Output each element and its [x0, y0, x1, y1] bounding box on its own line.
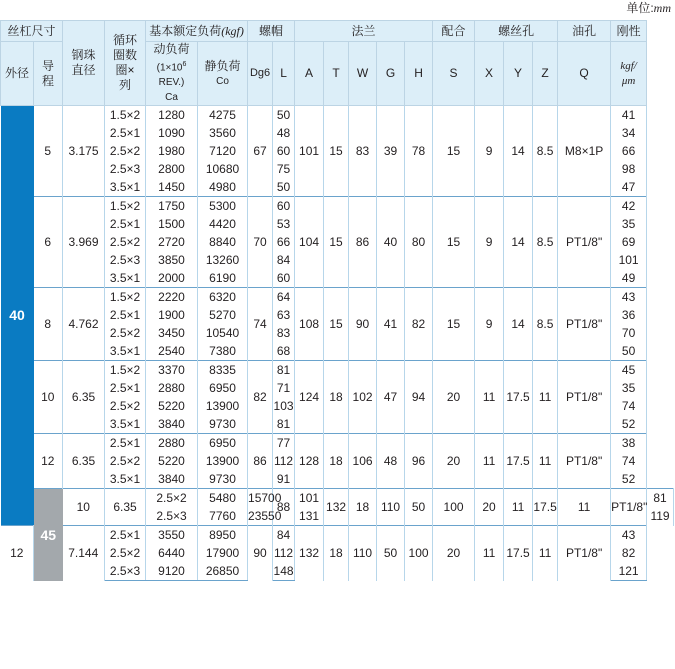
cell-X: 9	[475, 197, 504, 288]
cell-G: 39	[377, 106, 405, 197]
ball-screw-spec-table	[0, 20, 674, 581]
cell-W: 102	[349, 361, 377, 434]
cell-G: 50	[405, 489, 433, 526]
cell-circuits: 2.5×2	[105, 324, 146, 342]
cell-A: 132	[324, 489, 349, 526]
header-Y: Y	[504, 42, 533, 106]
cell-lead: 12	[1, 526, 34, 581]
cell-Q: PT1/8"	[558, 197, 611, 288]
cell-Y: 14	[504, 197, 533, 288]
cell-dynamic-load: 1900	[146, 306, 198, 324]
cell-circuits: 2.5×3	[105, 562, 146, 581]
cell-S: 15	[433, 288, 475, 361]
cell-L: 81	[273, 415, 295, 434]
cell-L: 84	[273, 251, 295, 269]
cell-A: 101	[295, 106, 324, 197]
cell-T: 18	[349, 489, 377, 526]
cell-dg6: 74	[248, 288, 273, 361]
cell-L: 71	[273, 379, 295, 397]
table-row	[1, 106, 674, 125]
cell-dynamic-load: 3840	[146, 415, 198, 434]
cell-Y: 14	[504, 288, 533, 361]
cell-T: 18	[324, 434, 349, 489]
cell-circuits: 1.5×2	[105, 106, 146, 125]
cell-ball-dia: 3.175	[63, 106, 105, 197]
cell-stiffness: 47	[611, 178, 647, 197]
cell-L: 60	[273, 197, 295, 216]
cell-A: 108	[295, 288, 324, 361]
header-oil-hole: 油孔	[558, 21, 611, 42]
cell-circuits: 2.5×1	[105, 379, 146, 397]
header-stiff-unit: kgf/ μm	[611, 42, 647, 106]
cell-stiffness: 43	[611, 288, 647, 307]
cell-H: 78	[405, 106, 433, 197]
cell-lead: 8	[34, 288, 63, 361]
table-row	[1, 489, 674, 508]
cell-Q: PT1/8"	[558, 526, 611, 581]
cell-static-load: 13900	[198, 397, 248, 415]
cell-S: 20	[433, 526, 475, 581]
cell-L: 77	[273, 434, 295, 453]
cell-T: 15	[324, 197, 349, 288]
cell-circuits: 3.5×1	[105, 342, 146, 361]
cell-circuits: 1.5×2	[105, 288, 146, 307]
table-row	[1, 288, 674, 307]
cell-Z: 8.5	[533, 288, 558, 361]
table-body	[1, 106, 674, 581]
header-H: H	[405, 42, 433, 106]
cell-Z: 8.5	[533, 106, 558, 197]
cell-L: 81	[273, 361, 295, 380]
cell-L: 53	[273, 215, 295, 233]
header-W: W	[349, 42, 377, 106]
cell-W: 90	[349, 288, 377, 361]
cell-circuits: 2.5×1	[105, 124, 146, 142]
header-static-load: 静负荷 Co	[198, 42, 248, 106]
cell-static-load: 8950	[198, 526, 248, 545]
cell-static-load: 6950	[198, 379, 248, 397]
cell-dynamic-load: 1500	[146, 215, 198, 233]
cell-stiffness: 121	[611, 562, 647, 581]
cell-L: 84	[273, 526, 295, 545]
cell-circuits: 2.5×1	[105, 526, 146, 545]
cell-L: 91	[273, 470, 295, 489]
cell-stiffness: 38	[611, 434, 647, 453]
cell-L: 131	[295, 507, 324, 526]
cell-S: 20	[433, 361, 475, 434]
cell-stiffness: 119	[647, 507, 674, 526]
cell-Q: PT1/8"	[558, 434, 611, 489]
cell-L: 60	[273, 269, 295, 288]
cell-circuits: 3.5×1	[105, 269, 146, 288]
cell-stiffness: 74	[611, 452, 647, 470]
cell-G: 50	[377, 526, 405, 581]
cell-L: 63	[273, 306, 295, 324]
cell-stiffness: 101	[611, 251, 647, 269]
cell-T: 18	[324, 526, 349, 581]
cell-static-load: 8335	[198, 361, 248, 380]
cell-stiffness: 98	[611, 160, 647, 178]
cell-Y: 17.5	[504, 361, 533, 434]
cell-Y: 17.5	[504, 434, 533, 489]
cell-dg6: 67	[248, 106, 273, 197]
cell-dynamic-load: 2220	[146, 288, 198, 307]
cell-stiffness: 42	[611, 197, 647, 216]
cell-Y: 14	[504, 106, 533, 197]
cell-Z: 11	[533, 434, 558, 489]
cell-static-load: 3560	[198, 124, 248, 142]
cell-X: 9	[475, 106, 504, 197]
cell-H: 80	[405, 197, 433, 288]
cell-circuits: 3.5×1	[105, 178, 146, 197]
cell-circuits: 2.5×2	[105, 397, 146, 415]
cell-static-load: 15700	[248, 489, 273, 508]
cell-dynamic-load: 2000	[146, 269, 198, 288]
cell-W: 110	[377, 489, 405, 526]
cell-T: 15	[324, 288, 349, 361]
cell-static-load: 5270	[198, 306, 248, 324]
cell-T: 15	[324, 106, 349, 197]
cell-static-load: 6320	[198, 288, 248, 307]
cell-static-load: 13900	[198, 452, 248, 470]
cell-W: 106	[349, 434, 377, 489]
category-outer-dia: 40	[1, 106, 34, 526]
cell-L: 112	[273, 452, 295, 470]
header-screw-hole: 螺丝孔	[475, 21, 558, 42]
header-L: L	[273, 42, 295, 106]
header-ball-dia: 钢珠直径	[63, 21, 105, 106]
cell-stiffness: 66	[611, 142, 647, 160]
cell-T: 18	[324, 361, 349, 434]
cell-G: 48	[377, 434, 405, 489]
cell-circuits: 2.5×2	[105, 452, 146, 470]
cell-H: 100	[405, 526, 433, 581]
cell-static-load: 6950	[198, 434, 248, 453]
cell-A: 132	[295, 526, 324, 581]
cell-L: 103	[273, 397, 295, 415]
cell-G: 47	[377, 361, 405, 434]
header-A: A	[295, 42, 324, 106]
cell-S: 20	[433, 434, 475, 489]
cell-static-load: 4420	[198, 215, 248, 233]
cell-L: 75	[273, 160, 295, 178]
cell-ball-dia: 4.762	[63, 288, 105, 361]
cell-Q: PT1/8"	[611, 489, 647, 526]
cell-lead: 10	[34, 361, 63, 434]
cell-dynamic-load: 3370	[146, 361, 198, 380]
cell-dynamic-load: 1450	[146, 178, 198, 197]
cell-dynamic-load: 3840	[146, 470, 198, 489]
header-load-group: 基本额定负荷(kgf)	[146, 21, 248, 42]
cell-dg6: 82	[248, 361, 273, 434]
cell-X: 11	[475, 361, 504, 434]
cell-static-load: 6190	[198, 269, 248, 288]
cell-stiffness: 35	[611, 215, 647, 233]
cell-circuits: 2.5×2	[146, 489, 198, 508]
cell-L: 60	[273, 142, 295, 160]
table-row	[1, 526, 674, 545]
cell-A: 128	[295, 434, 324, 489]
cell-H: 96	[405, 434, 433, 489]
cell-dynamic-load: 2880	[146, 379, 198, 397]
cell-stiffness: 82	[611, 544, 647, 562]
cell-circuits: 1.5×2	[105, 197, 146, 216]
cell-A: 104	[295, 197, 324, 288]
cell-static-load: 9730	[198, 470, 248, 489]
header-circuits: 循环圈数圈×列	[105, 21, 146, 106]
cell-circuits: 2.5×2	[105, 544, 146, 562]
cell-static-load: 4980	[198, 178, 248, 197]
cell-circuits: 2.5×2	[105, 142, 146, 160]
cell-stiffness: 45	[611, 361, 647, 380]
cell-W: 83	[349, 106, 377, 197]
cell-dynamic-load: 3850	[146, 251, 198, 269]
table-row	[1, 361, 674, 380]
header-X: X	[475, 42, 504, 106]
cell-dynamic-load: 2800	[146, 160, 198, 178]
cell-H: 82	[405, 288, 433, 361]
cell-stiffness: 52	[611, 470, 647, 489]
cell-ball-dia: 3.969	[63, 197, 105, 288]
cell-dynamic-load: 9120	[146, 562, 198, 581]
cell-dynamic-load: 5480	[198, 489, 248, 508]
cell-Z: 11	[558, 489, 611, 526]
cell-Z: 11	[533, 361, 558, 434]
cell-dynamic-load: 1750	[146, 197, 198, 216]
cell-static-load: 17900	[198, 544, 248, 562]
header-flange: 法兰	[295, 21, 433, 42]
cell-circuits: 1.5×2	[105, 361, 146, 380]
cell-dynamic-load: 2880	[146, 434, 198, 453]
cell-dynamic-load: 2540	[146, 342, 198, 361]
cell-static-load: 13260	[198, 251, 248, 269]
cell-Z: 8.5	[533, 197, 558, 288]
cell-dynamic-load: 5220	[146, 397, 198, 415]
cell-dynamic-load: 3450	[146, 324, 198, 342]
cell-stiffness: 81	[647, 489, 674, 508]
cell-S: 15	[433, 197, 475, 288]
cell-stiffness: 34	[611, 124, 647, 142]
cell-dynamic-load: 7760	[198, 507, 248, 526]
cell-H: 94	[405, 361, 433, 434]
cell-static-load: 10680	[198, 160, 248, 178]
cell-static-load: 26850	[198, 562, 248, 581]
header-screw-size: 丝杠尺寸	[1, 21, 63, 42]
cell-L: 48	[273, 124, 295, 142]
table-row	[1, 197, 674, 216]
cell-G: 41	[377, 288, 405, 361]
cell-Y: 17.5	[504, 526, 533, 581]
cell-X: 11	[475, 526, 504, 581]
cell-lead: 5	[34, 106, 63, 197]
cell-W: 86	[349, 197, 377, 288]
cell-stiffness: 70	[611, 324, 647, 342]
cell-stiffness: 52	[611, 415, 647, 434]
cell-lead: 6	[34, 197, 63, 288]
cell-L: 66	[273, 233, 295, 251]
header-Z: Z	[533, 42, 558, 106]
cell-static-load: 8840	[198, 233, 248, 251]
header-S: S	[433, 42, 475, 106]
cell-dg6: 70	[248, 197, 273, 288]
cell-lead: 12	[34, 434, 63, 489]
cell-circuits: 2.5×2	[105, 233, 146, 251]
header-T: T	[324, 42, 349, 106]
cell-circuits: 2.5×3	[105, 251, 146, 269]
cell-dynamic-load: 6440	[146, 544, 198, 562]
cell-L: 148	[273, 562, 295, 581]
cell-circuits: 2.5×3	[105, 160, 146, 178]
cell-static-load: 23550	[248, 507, 273, 526]
cell-X: 9	[475, 288, 504, 361]
table-row	[1, 434, 674, 453]
category-outer-dia: 45	[34, 489, 63, 581]
header-lead: 导程	[34, 42, 63, 106]
cell-S: 15	[433, 106, 475, 197]
cell-L: 101	[295, 489, 324, 508]
cell-dg6: 86	[248, 434, 273, 489]
cell-circuits: 2.5×3	[146, 507, 198, 526]
header-fit: 配合	[433, 21, 475, 42]
header-G: G	[377, 42, 405, 106]
cell-static-load: 10540	[198, 324, 248, 342]
cell-L: 68	[273, 342, 295, 361]
cell-W: 110	[349, 526, 377, 581]
cell-ball-dia: 6.35	[105, 489, 146, 526]
cell-S: 20	[475, 489, 504, 526]
cell-static-load: 7380	[198, 342, 248, 361]
cell-stiffness: 35	[611, 379, 647, 397]
cell-dg6: 90	[248, 526, 273, 581]
cell-lead: 10	[63, 489, 105, 526]
header-dg6: Dg6	[248, 42, 273, 106]
table-header	[1, 21, 674, 106]
cell-circuits: 2.5×1	[105, 215, 146, 233]
cell-L: 50	[273, 106, 295, 125]
cell-circuits: 2.5×1	[105, 306, 146, 324]
cell-static-load: 7120	[198, 142, 248, 160]
cell-ball-dia: 7.144	[63, 526, 105, 581]
cell-ball-dia: 6.35	[63, 361, 105, 434]
cell-dynamic-load: 1280	[146, 106, 198, 125]
cell-L: 64	[273, 288, 295, 307]
cell-stiffness: 41	[611, 106, 647, 125]
cell-stiffness: 43	[611, 526, 647, 545]
cell-circuits: 3.5×1	[105, 470, 146, 489]
unit-label: 单位:mm	[626, 1, 671, 15]
cell-Y: 17.5	[533, 489, 558, 526]
cell-L: 50	[273, 178, 295, 197]
cell-stiffness: 74	[611, 397, 647, 415]
cell-H: 100	[433, 489, 475, 526]
header-outer-dia: 外径	[1, 42, 34, 106]
cell-A: 124	[295, 361, 324, 434]
cell-circuits: 3.5×1	[105, 415, 146, 434]
cell-dynamic-load: 3550	[146, 526, 198, 545]
header-dynamic-load: 动负荷 ($1\times 10^6$ REV.) Ca	[146, 42, 198, 106]
cell-dynamic-load: 1980	[146, 142, 198, 160]
cell-X: 11	[475, 434, 504, 489]
cell-ball-dia: 6.35	[63, 434, 105, 489]
cell-Q: PT1/8"	[558, 361, 611, 434]
cell-L: 112	[273, 544, 295, 562]
cell-L: 83	[273, 324, 295, 342]
cell-X: 11	[504, 489, 533, 526]
cell-stiffness: 36	[611, 306, 647, 324]
cell-Q: M8×1P	[558, 106, 611, 197]
header-nut: 螺帽	[248, 21, 295, 42]
cell-dynamic-load: 2720	[146, 233, 198, 251]
cell-dynamic-load: 1090	[146, 124, 198, 142]
cell-Z: 11	[533, 526, 558, 581]
cell-dg6: 88	[273, 489, 295, 526]
cell-stiffness: 49	[611, 269, 647, 288]
cell-circuits: 2.5×1	[105, 434, 146, 453]
cell-static-load: 5300	[198, 197, 248, 216]
cell-Q: PT1/8"	[558, 288, 611, 361]
cell-static-load: 9730	[198, 415, 248, 434]
cell-static-load: 4275	[198, 106, 248, 125]
cell-dynamic-load: 5220	[146, 452, 198, 470]
header-Q: Q	[558, 42, 611, 106]
cell-stiffness: 69	[611, 233, 647, 251]
cell-stiffness: 50	[611, 342, 647, 361]
cell-G: 40	[377, 197, 405, 288]
header-stiffness: 刚性	[611, 21, 647, 42]
